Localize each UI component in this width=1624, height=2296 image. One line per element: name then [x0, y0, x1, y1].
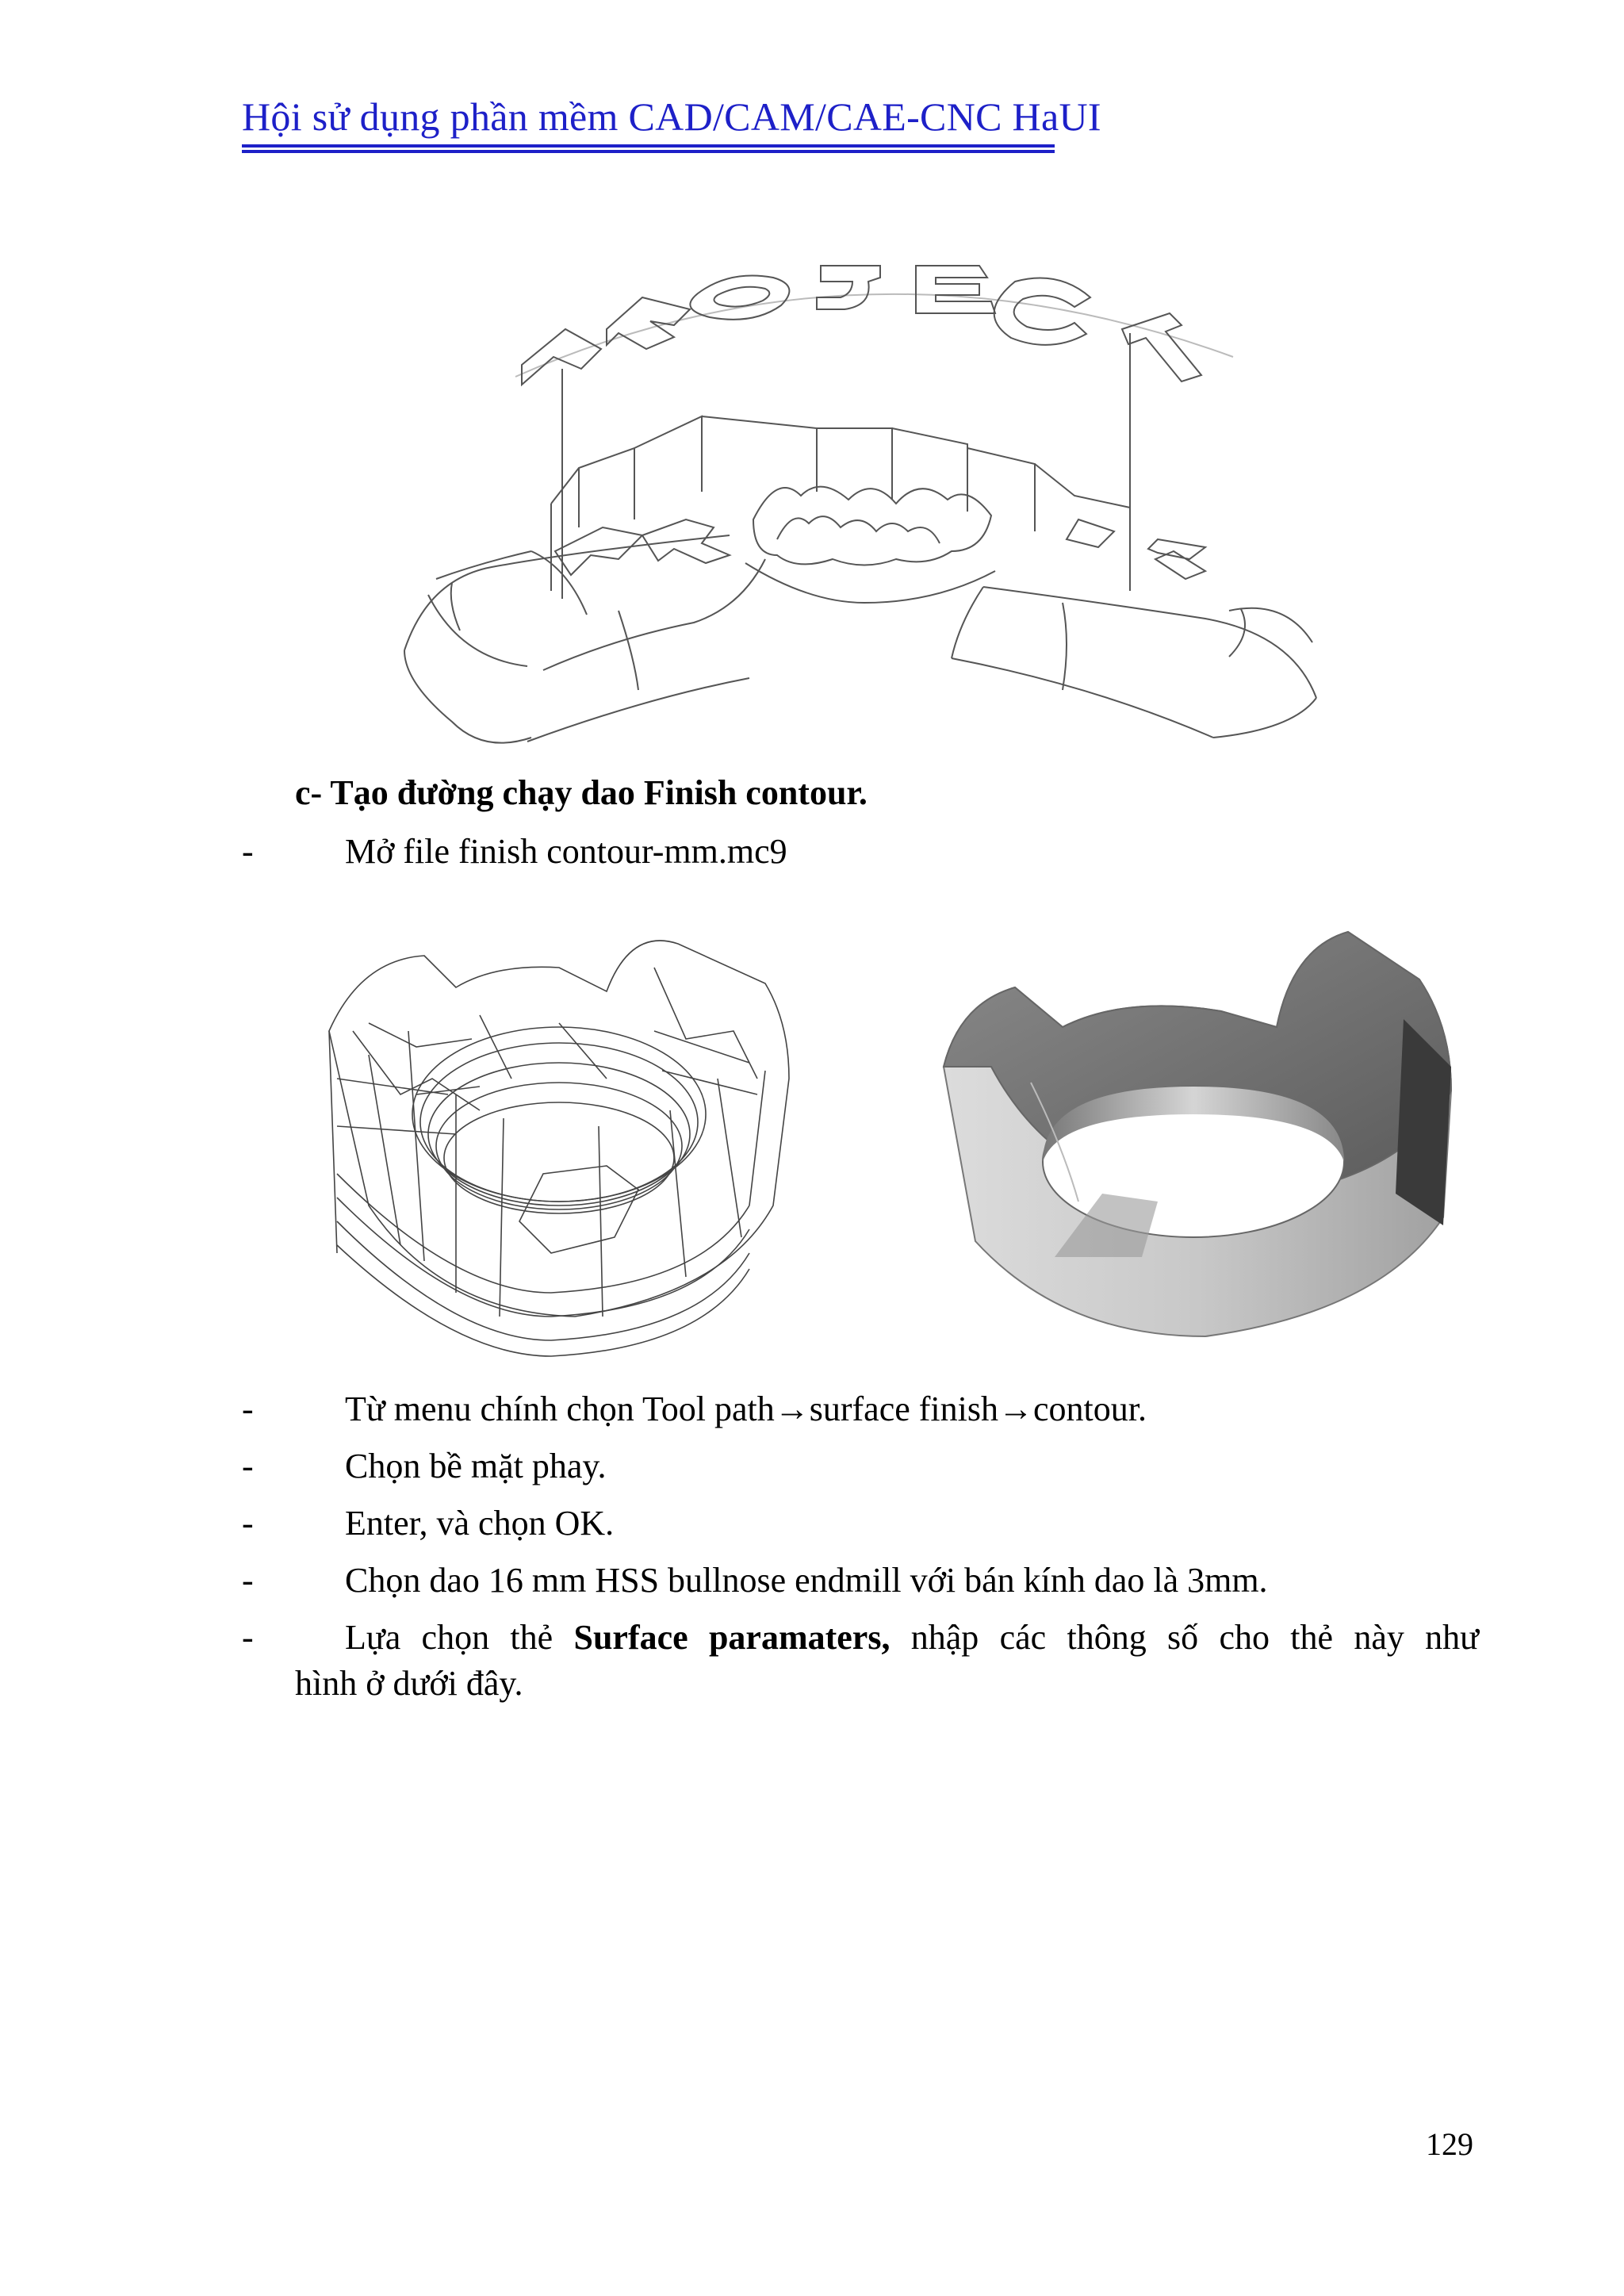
step-tool-text: Chọn dao 16 mm HSS bullnose endmill với bán kính dao là 3mm. — [345, 1561, 1268, 1600]
wireframe-nut-figure — [321, 936, 829, 1364]
bullet-dash: - — [242, 1618, 254, 1657]
step-enter-ok-text: Enter, và chọn OK. — [345, 1504, 615, 1543]
page-header-title: Hội sử dụng phần mềm CAD/CAM/CAE-CNC HaUI — [242, 94, 1101, 139]
step-tab-suffix: nhập các thông số cho thẻ này như — [910, 1618, 1480, 1657]
bullet-dash: - — [242, 1561, 254, 1600]
step-menu-text: Từ menu chính chọn Tool path→surface finish→contour. — [345, 1389, 1147, 1428]
bullet-dash: - — [242, 1447, 254, 1485]
step-open-file-text: Mở file finish contour-mm.mc9 — [345, 832, 787, 871]
step-tab-continuation: hình ở dưới đây. — [295, 1664, 523, 1703]
bullet-dash: - — [242, 1389, 254, 1428]
section-heading: c- Tạo đường chạy dao Finish contour. — [295, 773, 868, 812]
header-rule-bottom — [242, 150, 1055, 153]
header-rule-top — [242, 144, 1055, 148]
bullet-dash: - — [242, 1504, 254, 1543]
step-tab-prefix: Lựa chọn thẻ — [345, 1618, 553, 1657]
page-number: 129 — [1426, 2126, 1473, 2162]
step-tab-name: Surface paramaters, — [573, 1618, 891, 1657]
bullet-dash: - — [242, 832, 254, 871]
step-tab-line — [345, 1615, 1479, 1661]
project-arc-wireframe-figure — [381, 238, 1356, 746]
shaded-nut-figure — [928, 924, 1467, 1368]
step-select-surface-text: Chọn bề mặt phay. — [345, 1447, 607, 1485]
